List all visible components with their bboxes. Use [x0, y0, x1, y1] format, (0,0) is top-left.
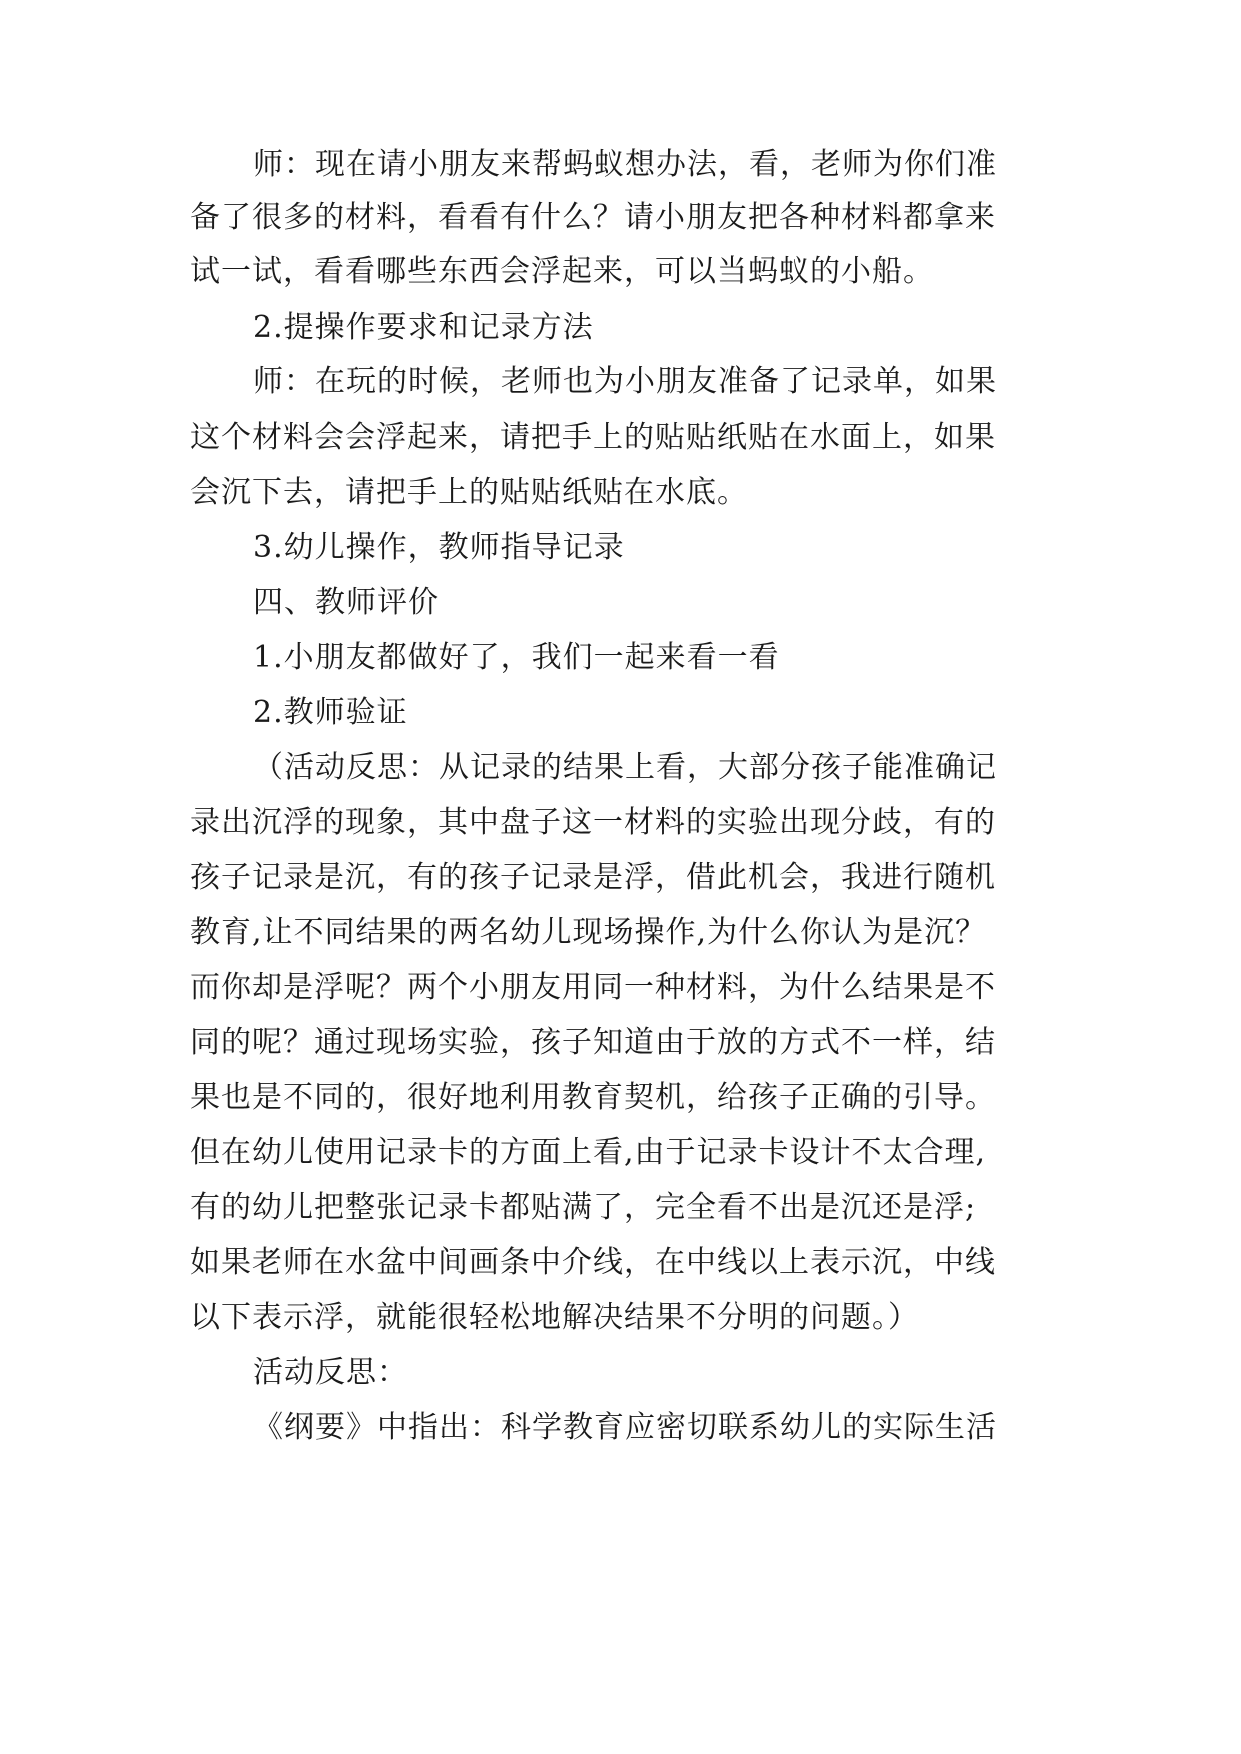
text-line: 录出沉浮的现象，其中盘子这一材料的实验出现分歧，有的	[190, 805, 996, 840]
text-line: 果也是不同的，很好地利用教育契机，给孩子正确的引导。	[190, 1080, 996, 1115]
text-line: 如果老师在水盆中间画条中介线，在中线以上表示沉，中线	[190, 1245, 996, 1280]
text-line: （活动反思：从记录的结果上看，大部分孩子能准确记	[253, 750, 997, 785]
text-line: 但在幼儿使用记录卡的方面上看,由于记录卡设计不太合理,	[190, 1135, 987, 1170]
text-line: 孩子记录是沉，有的孩子记录是浮，借此机会，我进行随机	[190, 860, 996, 895]
section-heading: 1.小朋友都做好了，我们一起来看一看	[253, 640, 780, 675]
text-line: 会沉下去，请把手上的贴贴纸贴在水底。	[190, 475, 748, 510]
text-line: 同的呢？通过现场实验，孩子知道由于放的方式不一样，结	[190, 1025, 996, 1060]
text-line: 试一试，看看哪些东西会浮起来，可以当蚂蚁的小船。	[190, 254, 934, 289]
section-heading: 2.教师验证	[253, 695, 408, 730]
text-line: 师：现在请小朋友来帮蚂蚁想办法，看，老师为你们准	[253, 147, 997, 182]
text-line: 教育,让不同结果的两名幼儿现场操作,为什么你认为是沉？	[190, 915, 987, 950]
section-heading: 2.提操作要求和记录方法	[253, 310, 594, 345]
section-heading: 四、教师评价	[253, 585, 439, 620]
text-line: 《纲要》中指出：科学教育应密切联系幼儿的实际生活	[253, 1410, 997, 1445]
text-line: 有的幼儿把整张记录卡都贴满了，完全看不出是沉还是浮;	[190, 1190, 977, 1225]
text-line: 而你却是浮呢？两个小朋友用同一种材料，为什么结果是不	[190, 970, 996, 1005]
section-heading: 3.幼儿操作，教师指导记录	[253, 530, 625, 565]
text-line: 以下表示浮，就能很轻松地解决结果不分明的问题。）	[190, 1300, 919, 1335]
section-heading: 活动反思：	[253, 1355, 408, 1390]
text-line: 这个材料会会浮起来，请把手上的贴贴纸贴在水面上，如果	[190, 420, 996, 455]
text-line: 师：在玩的时候，老师也为小朋友准备了记录单，如果	[253, 364, 997, 399]
text-line: 备了很多的材料，看看有什么？请小朋友把各种材料都拿来	[190, 200, 996, 235]
